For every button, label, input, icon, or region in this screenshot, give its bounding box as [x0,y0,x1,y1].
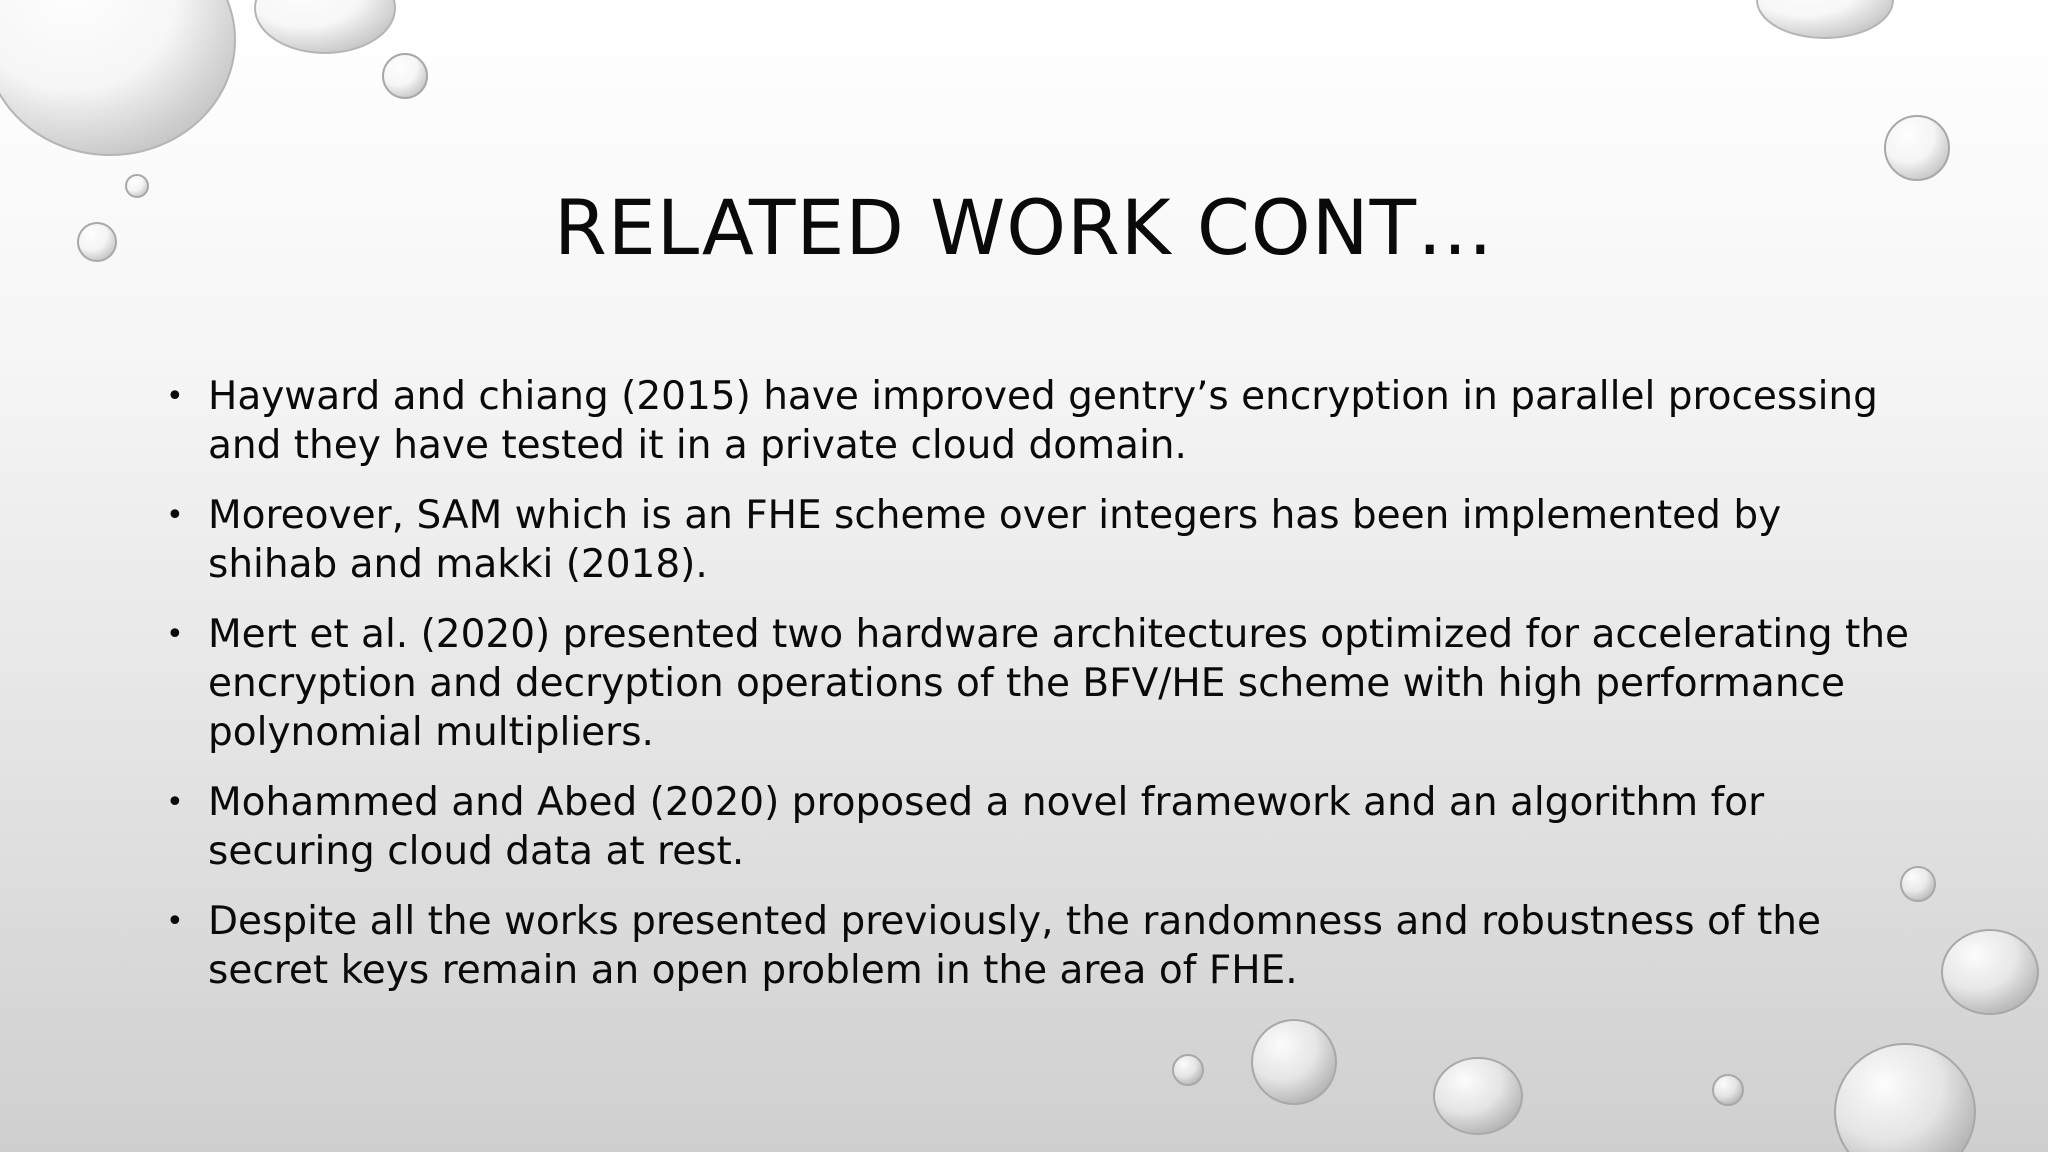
water-drop [255,0,395,53]
bullet-marker: • [166,904,184,939]
bullet-text: Mert et al. (2020) presented two hardware architectures optimized for accelerating the encryption and decryption operations of the BFV/HE scheme with high performance polynomial multipliers. [208,612,1910,755]
bullet-text: Mohammed and Abed (2020) proposed a novel framework and an algorithm for securing cloud data at rest. [208,780,1765,874]
bullet-text: Hayward and chiang (2015) have improved gentry’s encryption in parallel processing and they have tested it in a private cloud domain. [208,374,1878,468]
bullet-text: Moreover, SAM which is an FHE scheme over integers has been implemented by shihab and makki (2018). [208,493,1782,587]
bullet-item [160,897,1920,995]
water-drop [383,54,427,98]
bullet-list [160,372,1920,1016]
water-drop [1434,1058,1522,1134]
bullet-marker: • [166,498,184,533]
water-drop [1252,1020,1336,1104]
bullet-marker: • [166,617,184,652]
water-drop [1942,930,2038,1014]
bullet-marker: • [166,379,184,414]
water-drop [1757,0,1893,38]
bullet-item [160,778,1920,876]
water-drop [1173,1055,1203,1085]
bullet-marker: • [166,785,184,820]
water-drop [0,0,235,155]
water-drop [1713,1075,1743,1105]
slide-title: RELATED WORK CONT… [553,183,1495,272]
bullet-item [160,372,1920,470]
water-drop [1835,1044,1975,1152]
bullet-item [160,610,1920,757]
bullet-item [160,491,1920,589]
bullet-text: Despite all the works presented previously, the randomness and robustness of the secret keys remain an open problem in the area of FHE. [208,899,1821,993]
water-drop [1885,116,1949,180]
